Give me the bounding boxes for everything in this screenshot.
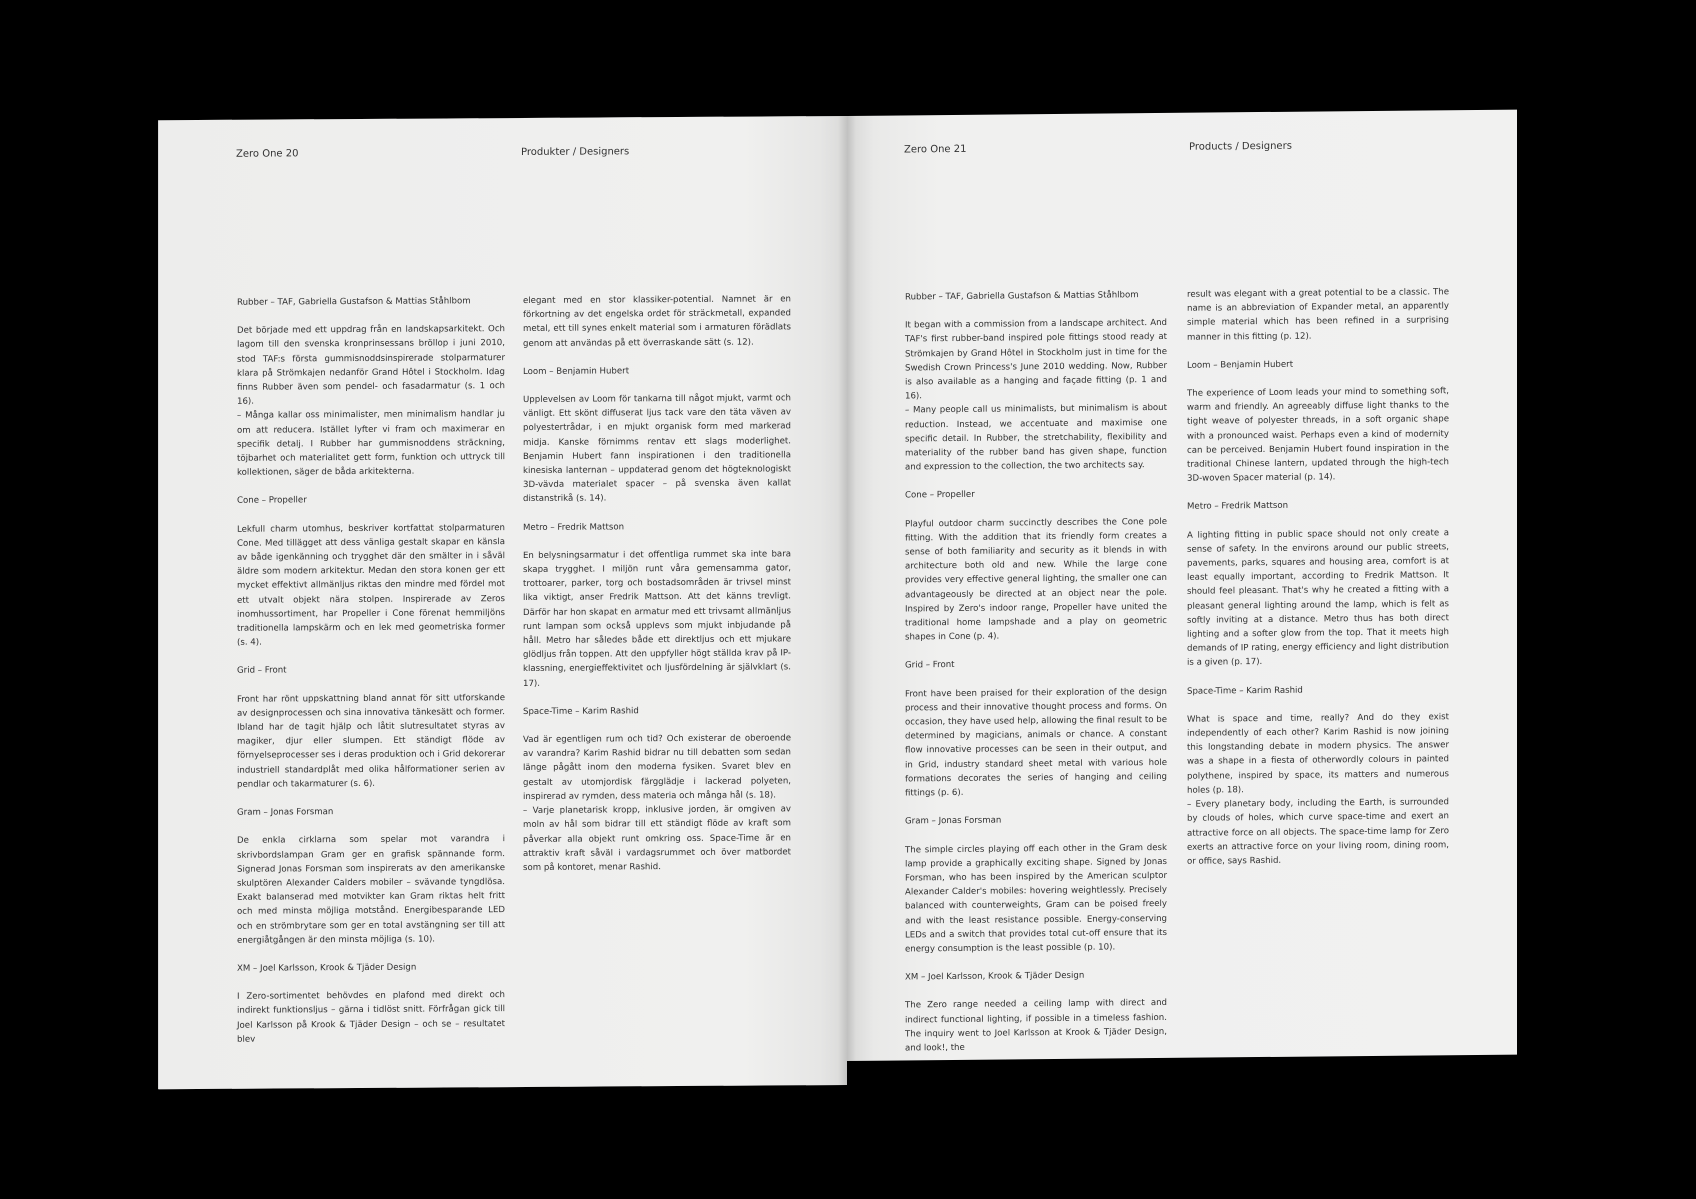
right-column-1 xyxy=(905,288,1167,1061)
right-folio: Zero One 21 xyxy=(904,143,967,156)
body-paragraph: It began with a commission from a landscape architect. And TAF's first rubber-band inspired pole fittings stood ready at Strömkajen by Grand Hôtel in Stockholm just in time for the Swedish Crown Princess's June 2010 wedding. Now, Rubber is also available as a hanging and façade fitting (p. 1 and 16). – Many people call us minimalists, but minimalism is about reduction. Instead, we accentuate and maximise one specific detail. In Rubber, the stretchability, flexibility and materiality of the rubber band has given shape, function and expression to the collection, the two architects say. xyxy=(905,318,1167,473)
body-paragraph: The experience of Loom leads your mind to something soft, warm and friendly. An agreeably diffuse light thanks to the tight weave of polyester threads, in a soft organic shape with a pronounced waist. Perhaps even a kind of modernity can be perceived. Benjamin Hubert found inspiration in the traditional Chinese lantern, updated through the high-tech 3D-woven Spacer material (p. 14). xyxy=(1187,386,1449,484)
body-paragraph: Front have been praised for their exploration of the design process and their innovative thought process and forms. On occasion, they have used help, allowing the final result to be determined by magicians, animals or chance. A constant flow innovative processes can be seen in their output, and in Grid, industry standard sheet metal with various hole formations decorates the series of hanging and ceiling fittings (p. 6). xyxy=(905,686,1167,799)
body-paragraph: elegant med en stor klassiker-potential. Namnet är en förkortning av det engelska ordet för sträckmetall, expanded metal, ett till synes enkelt material som i armaturen förädlats genom att användas på ett överraskande sätt (s. 12). xyxy=(523,294,791,349)
body-paragraph: result was elegant with a great potential to be a classic. The name is an abbreviation of Expander metal, an apparently simple material which has been refined in a surprising manner in this fitting (p. 12). xyxy=(1187,287,1449,343)
right-column-2 xyxy=(1187,285,1449,883)
section-heading: Metro – Fredrik Mattson xyxy=(1187,501,1289,513)
section-heading: Cone – Propeller xyxy=(237,495,307,507)
section-heading: Gram – Jonas Forsman xyxy=(237,807,334,818)
section-heading: XM – Joel Karlsson, Krook & Tjäder Design xyxy=(905,970,1085,983)
body-paragraph: Front har rönt uppskattning bland annat för sitt utforskande av designprocessen och sina innovativa tänkesätt och former. Ibland har de tagit hjälp och låtit slutresultatet styras av magiker, djur eller slumpen. Ett ständigt flöde av förnyelseprocesser ses i deras produktion och i Grid dekorerar industriell standardplåt med olika hålformationer serien av pendlar och takarmaturer (s. 6). xyxy=(237,692,505,790)
left-folio: Zero One 20 xyxy=(236,148,299,160)
section-heading: XM – Joel Karlsson, Krook & Tjäder Design xyxy=(237,962,417,974)
section-heading: Grid – Front xyxy=(237,665,287,677)
section-heading: Space-Time – Karim Rashid xyxy=(523,706,639,717)
section-heading: Cone – Propeller xyxy=(905,490,975,501)
section-heading: Gram – Jonas Forsman xyxy=(905,815,1002,827)
body-paragraph: The simple circles playing off each other in the Gram desk lamp provide a graphically exciting shape. Signed by Jonas Forsman, who has been inspired by the American sculptor Alexander Calder's mobiles: hovering weightlessly. Precisely balanced with counterweights, Gram can be poised freely and with the least resistance possible. Energy-conserving LEDs and a switch that provides total cut-off ensure that its energy consumption is the least possible (p. 10). xyxy=(905,842,1167,955)
body-paragraph: The Zero range needed a ceiling lamp with direct and indirect functional lighting, if possible in a timeless fashion. The inquiry went to Joel Karlsson at Krook & Tjäder Design, and look!, the xyxy=(905,998,1167,1054)
right-section-title: Products / Designers xyxy=(1189,140,1292,153)
right-page xyxy=(847,110,1517,1061)
section-heading: Loom – Benjamin Hubert xyxy=(523,366,630,377)
section-heading: Rubber – TAF, Gabriella Gustafson & Mattias Ståhlbom xyxy=(237,296,471,308)
section-heading: Space-Time – Karim Rashid xyxy=(1187,685,1303,697)
body-paragraph: Det började med ett uppdrag från en landskapsarkitekt. Och lagom till den svenska kronprinsessans bröllop i juni 2010, stod TAF:s första gummisnoddsinspirerade stolparmaturer klara på Strömkajen nedanför Grand Hôtel i Stockholm. Idag finns Rubber även som pendel- och fasadarmatur (s. 1 och 16). – Många kallar oss minimalister, men minimalism handlar ju om att reducera. Istället lyfter vi fram och maximerar en specifik detalj. I Rubber har gummisnoddens sträckning, töjbarhet och materialitet gett form, funktion och uttryck till kollektionen, säger de båda arkitekterna. xyxy=(237,324,505,478)
section-heading: Metro – Fredrik Mattson xyxy=(523,522,625,533)
body-paragraph: A lighting fitting in public space should not only create a sense of safety. In the environs around our public streets, pavements, parks, squares and housing area, comfort is at least equally important, according to Fredrik Mattson. It should feel pleasant. That's why he created a fitting with a pleasant general lighting around the lamp, which is felt as softly inviting at a distance. Metro thus has both direct lighting and a softer glow from the top. That it meets high demands of IP rating, energy efficiency and light distribution is a given (p. 17). xyxy=(1187,527,1449,669)
section-heading: Grid – Front xyxy=(905,660,955,671)
left-column-1 xyxy=(237,294,505,1061)
body-paragraph: Playful outdoor charm succinctly describes the Cone pole fitting. With the addition that its friendly form creates a sense of both familiarity and security as it blends in with architecture both old and new. While the large cone provides very effective general lighting, the smaller one can advantageously be directed at an object near the pole. Inspired by Zero's indoor range, Propeller have united the traditional home lampshade and a play on geometric shapes in Cone (p. 4). xyxy=(905,516,1167,643)
section-heading: Loom – Benjamin Hubert xyxy=(1187,359,1294,371)
body-paragraph: What is space and time, really? And do they exist independently of each other? Karim Rashid is now joining this longstanding debate in modern physics. The answer was a shape in a fiesta of otherwordly colours in painted polythene, inspired by space, its matters and numerous holes (p. 18). – Every planetary body, including the Earth, is surrounded by clouds of holes, which curve space-time and exert an attractive force on all objects. The space-time lamp for Zero exerts an attractive force on your living room, dining room, or office, says Rashid. xyxy=(1187,712,1449,867)
body-paragraph: I Zero-sortimentet behövdes en plafond med direkt och indirekt funktionsljus – gärna i tidlöst snitt. Förfrågan gick till Joel Karlsson på Krook & Tjäder Design – och se – resultatet blev xyxy=(237,990,505,1045)
left-column-2 xyxy=(523,292,791,889)
body-paragraph: De enkla cirklarna som spelar mot varandra i skrivbordslampan Gram ger en grafisk spännande form. Signerad Jonas Forsman som inspirerats av den amerikanske skulptören Alexander Calders mobiler – svävande tyngdlösa. Exakt balanserad med motvikter kan Gram riktas helt fritt och med minsta möjliga motstånd. Energibesparande LED och en strömbrytare som ger en total avstängning ser till att energiåtgången är den minsta möjliga (s. 10). xyxy=(237,834,505,946)
body-paragraph: Upplevelsen av Loom för tankarna till något mjukt, varmt och vänligt. Ett skönt diffuserat ljus tack vare den täta väven av polyestertrådar, i en mjukt organisk form med markerad midja. Kanske förnimms rentav ett slags moderlighet. Benjamin Hubert fann inspirationen i den traditionella kinesiska lanternan – uppdaterad genom det högteknologiskt 3D-vävda materialet spacer – på svenska även kallat distanstrikå (s. 14). xyxy=(523,393,791,505)
body-paragraph: En belysningsarmatur i det offentliga rummet ska inte bara skapa trygghet. I miljön runt våra gemensamma gator, trottoarer, parker, torg och bostadsområden är trivsel minst lika viktigt, anser Fredrik Mattson. Att det känns trevligt. Därför har hon skapat en armatur med ett trivsamt allmänljus runt lampan som också upplevs som mjukt inbjudande på håll. Metro har således både ett direktljus och ett mjukare glödljus från toppen. Att den uppfyller högt ställda krav på IP-klassning, energieffektivitet och ljusfördelning är självklart (s. 17). xyxy=(523,549,791,689)
body-paragraph: Lekfull charm utomhus, beskriver kortfattat stolparmaturen Cone. Med tillägget att dess vänliga gestalt skapar en känsla av både igenkänning och trygghet där den smälter in i såväl äldre som modern arkitektur. Medan den stora konen ger ett mycket effektivt allmänljus riktas den mindre med fördel mot ett utvalt objekt nära stolpen. Inspirerade av Zeros inomhussortiment, har Propeller i Cone förenat hemmiljöns traditionella lampskärm och en lek med geometriska former (s. 4). xyxy=(237,522,505,648)
left-page xyxy=(159,116,847,1089)
section-heading: Rubber – TAF, Gabriella Gustafson & Mattias Ståhlbom xyxy=(905,290,1139,303)
body-paragraph: Vad är egentligen rum och tid? Och existerar de oberoende av varandra? Karim Rashid bidrar nu till debatten som sedan länge pågått inom den moderna fysiken. Svaret blev en gestalt av utomjordisk färgglädje i lackerad polyeten, inspirerad av rymden, dess materia och många hål (s. 18). – Varje planetarisk kropp, inklusive jorden, är omgiven av moln av hål som bidrar till ett ständigt flöde av kraft som påverkar alla objekt runt omkring oss. Space-Time är en attraktiv kraft såväl i vardagsrummet och över matbordet som på kontoret, menar Rashid. xyxy=(523,733,791,873)
left-section-title: Produkter / Designers xyxy=(521,146,630,158)
